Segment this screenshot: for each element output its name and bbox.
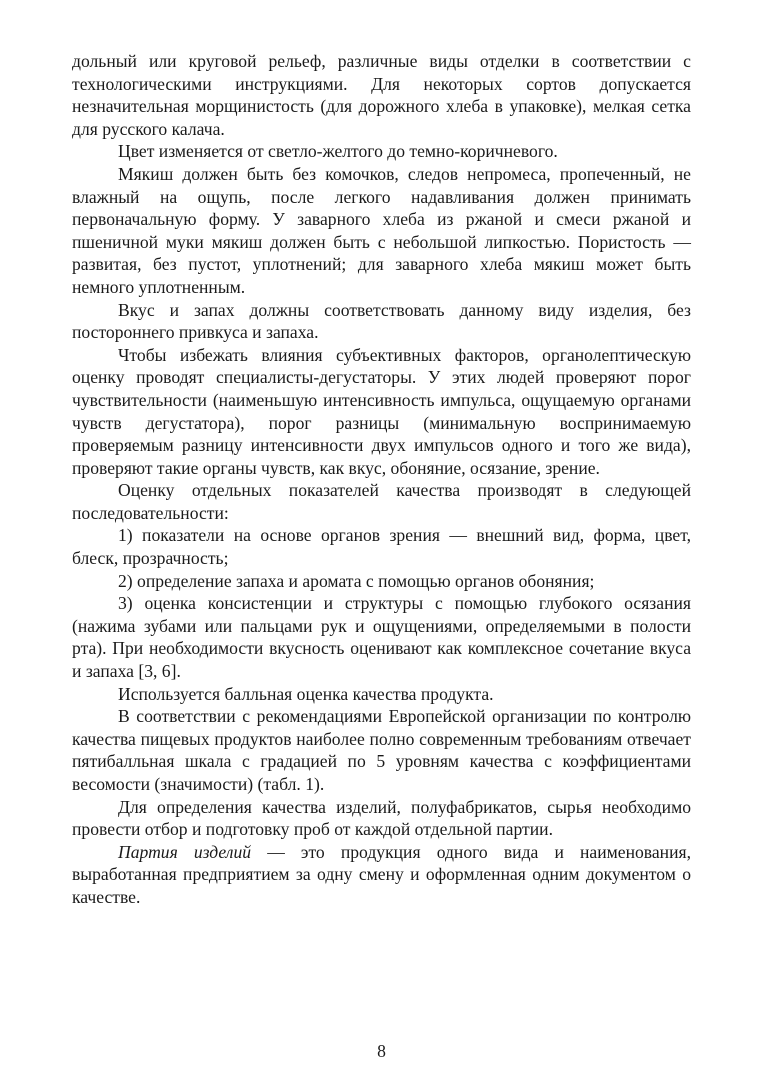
paragraph-sequence-intro: Оценку отдельных показателей качества производят в следующей последовательности:: [72, 480, 691, 523]
paragraph-batch-definition: [72, 841, 691, 909]
paragraph-taste-smell: Вкус и запах должны соответствовать данному виду изделия, без постороннего привкуса и запаха.: [72, 299, 691, 343]
paragraph-tasters: Чтобы избежать влияния субъективных факторов, органолептическую оценку проводят специалисты-дегустаторы. У этих людей проверяют порог чувствительности (наименьшую интенсивность импульса, ощущаемую органами чувств дегустатора), порог разницы (минимальную воспринимаемую проверяемым разницу интенсивности двух импульсов одного и того же вида), проверяют такие органы чувств, как вкус, обоняние, осязание, зрение.: [72, 344, 691, 478]
paragraph-european-org: В соответствии с рекомендациями Европейской организации по контролю качества пищевых продуктов наиболее полно современным требованиям отвечает пятибалльная шкала с градацией по 5 уровням качества с коэффициентами весомости (значимости) (табл. 1).: [72, 706, 691, 794]
list-item-vision: 1) показатели на основе органов зрения — внешний вид, форма, цвет, блеск, прозрачность;: [72, 525, 691, 569]
list-item-smell: 2) определение запаха и аромата с помощью органов обоняния;: [118, 570, 595, 591]
paragraph-crumb: Мякиш должен быть без комочков, следов непромеса, пропеченный, не влажный на ощупь, после легкого надавливания должен принимать первоначальную форму. У заварного хлеба из ржаной и смеси ржаной и пшеничной муки мякиш должен быть с небольшой липкостью. Пористость — развитая, без пустот, уплотнений; для заварного хлеба мякиш может быть немного уплотненным.: [72, 163, 691, 297]
batch-term: Партия изделий: [118, 841, 252, 862]
batch-definition-text: — это продукция одного вида и наименования, выработанная предприятием за одну смену и оформленная одним документом о качестве.: [72, 841, 691, 907]
document-page: [72, 50, 691, 909]
paragraph-relief: дольный или круговой рельеф, различные виды отделки в соответствии с технологическими инструкциями. Для некоторых сортов допускается незначительная морщинистость (для дорожного хлеба в упаковке), мелкая сетка для русского калача.: [72, 51, 691, 139]
paragraph-color: Цвет изменяется от светло-желтого до темно-коричневого.: [118, 141, 558, 162]
paragraph-point-scale: Используется балльная оценка качества продукта.: [118, 683, 494, 704]
paragraph-sampling: Для определения качества изделий, полуфабрикатов, сырья необходимо провести отбор и подготовку проб от каждой отдельной партии.: [72, 796, 691, 840]
list-item-touch: 3) оценка консистенции и структуры с помощью глубокого осязания (нажима зубами или пальцами рук и ощущениями, определяемыми в полости рта). При необходимости вкусность оценивают как комплексное сочетание вкуса и запаха [3, 6].: [72, 593, 691, 682]
page-number: 8: [377, 1041, 386, 1061]
